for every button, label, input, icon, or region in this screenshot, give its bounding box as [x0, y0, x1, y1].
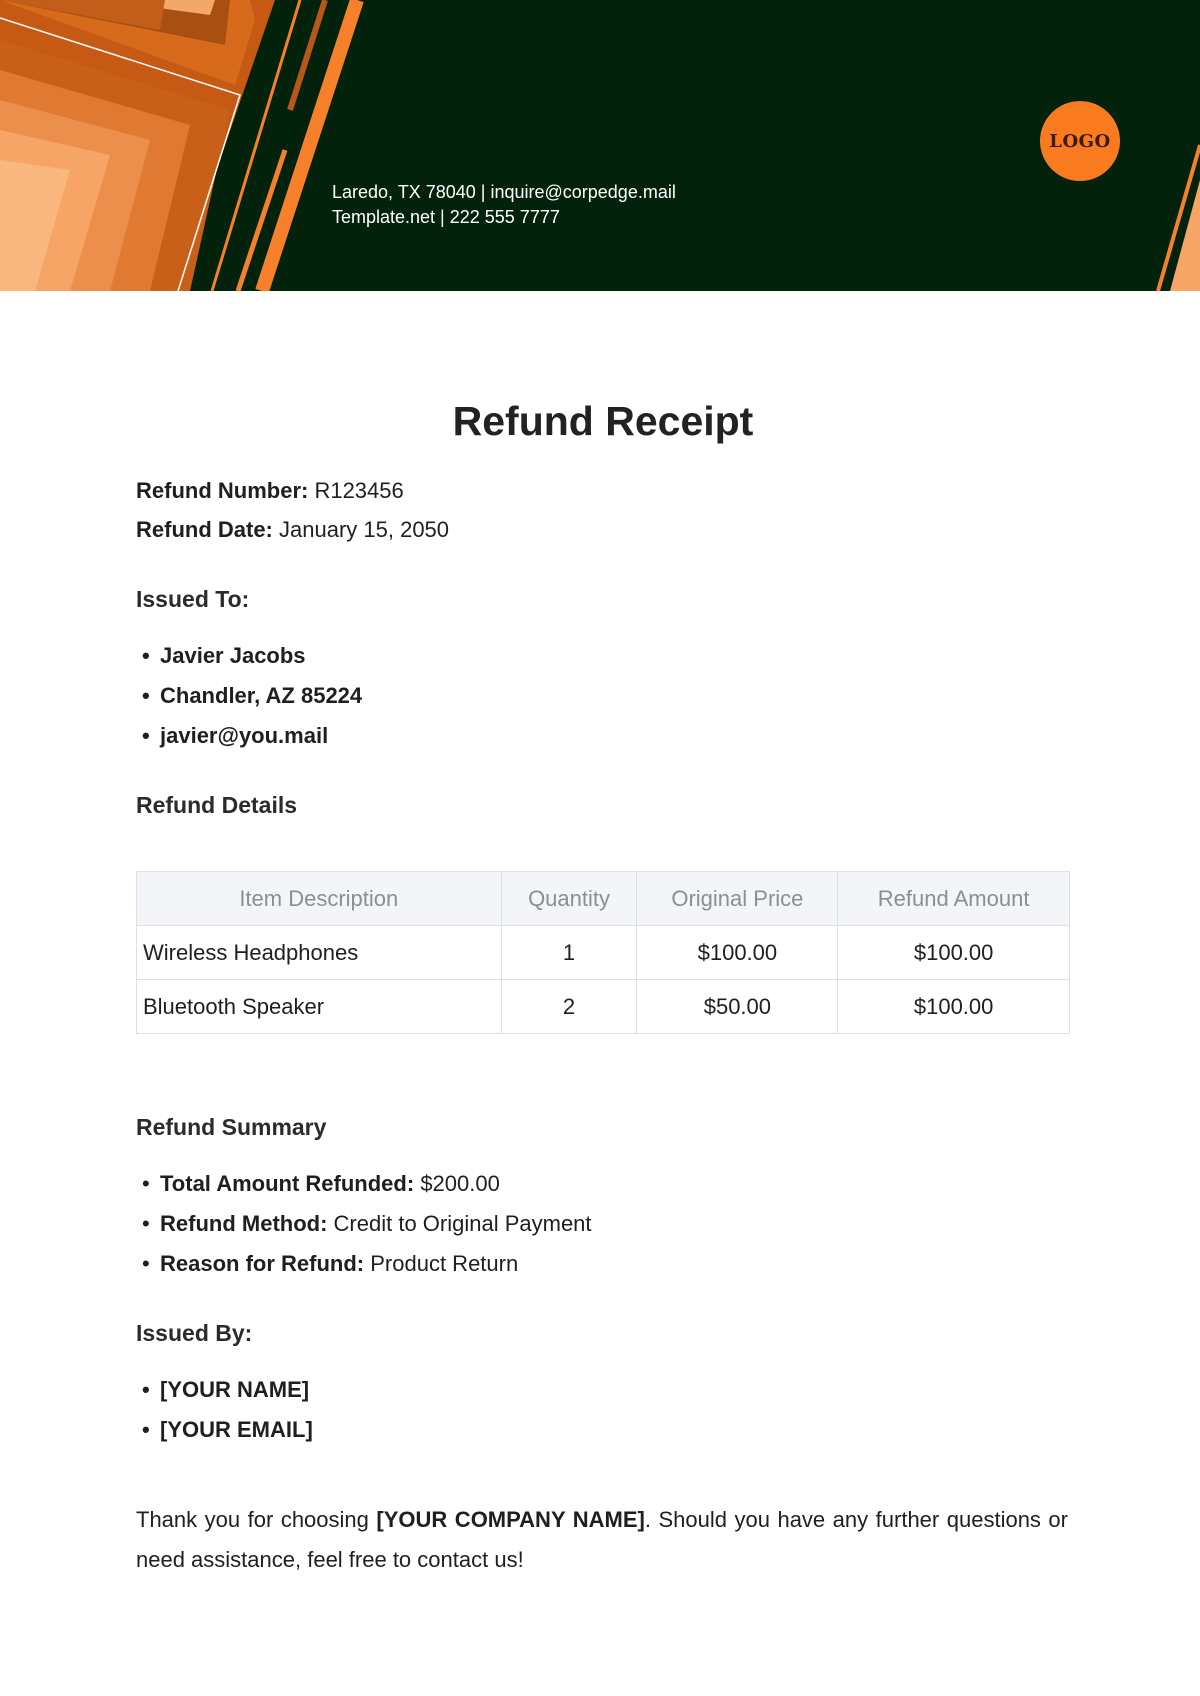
thanks-text-after: . Should you have any further questions or need assistance, feel free to contact us! [136, 1507, 1068, 1572]
refund-number-label: Refund Number: [136, 478, 309, 503]
list-item: • [YOUR EMAIL] [136, 1410, 313, 1450]
refund-number [136, 476, 404, 506]
list-item [136, 1204, 592, 1244]
refund-summary-list [136, 1164, 592, 1284]
company-name-placeholder: [YOUR COMPANY NAME] [376, 1507, 645, 1532]
list-item: • Javier Jacobs [136, 636, 362, 676]
refund-details-table [136, 871, 1070, 1034]
table-row [137, 980, 1070, 1034]
refund-number-value: R123456 [314, 478, 404, 503]
refund-summary-heading: Refund Summary [136, 1114, 327, 1140]
contact-website-phone: Template.net | 222 555 7777 [332, 207, 560, 227]
column-header: Quantity [501, 872, 637, 926]
column-header: Original Price [637, 872, 838, 926]
quantity-cell: 2 [501, 980, 637, 1034]
issued-by-list [136, 1370, 313, 1450]
list-item: • Chandler, AZ 85224 [136, 676, 362, 716]
page-title: Refund Receipt [452, 398, 754, 444]
issued-by-heading: Issued By: [136, 1320, 253, 1346]
list-item [136, 1164, 592, 1204]
original-price-cell: $100.00 [637, 926, 838, 980]
original-price-cell: $50.00 [637, 980, 838, 1034]
list-item: • javier@you.mail [136, 716, 362, 756]
contact-address-email: Laredo, TX 78040 | inquire@corpedge.mail [332, 182, 676, 202]
list-item: • [YOUR NAME] [136, 1370, 313, 1410]
summary-value: $200.00 [420, 1171, 500, 1196]
summary-label: Reason for Refund: [160, 1251, 365, 1276]
thanks-text-before: Thank you for choosing [136, 1507, 377, 1532]
summary-value: Product Return [370, 1251, 519, 1276]
summary-label: Refund Method: [160, 1211, 328, 1236]
company-logo: LOGO [1040, 101, 1120, 181]
refund-amount-cell: $100.00 [838, 926, 1070, 980]
refund-date-label: Refund Date: [136, 517, 273, 542]
summary-label: Total Amount Refunded: [160, 1171, 415, 1196]
header-banner [0, 0, 1200, 291]
quantity-cell: 1 [501, 926, 637, 980]
refund-date [136, 515, 449, 545]
item-description-cell: Bluetooth Speaker [137, 980, 502, 1034]
issued-to-heading: Issued To: [136, 586, 250, 612]
list-item [136, 1244, 592, 1284]
refund-amount-cell: $100.00 [838, 980, 1070, 1034]
column-header: Refund Amount [838, 872, 1070, 926]
table-row [137, 926, 1070, 980]
decorative-stripes [0, 0, 1200, 291]
refund-details-heading: Refund Details [136, 792, 298, 818]
table-header-row [137, 872, 1070, 926]
summary-value: Credit to Original Payment [333, 1211, 592, 1236]
company-contact [332, 180, 676, 230]
thank-you-note [136, 1500, 1068, 1580]
issued-to-list [136, 636, 362, 756]
refund-date-value: January 15, 2050 [279, 517, 450, 542]
column-header: Item Description [137, 872, 502, 926]
item-description-cell: Wireless Headphones [137, 926, 502, 980]
